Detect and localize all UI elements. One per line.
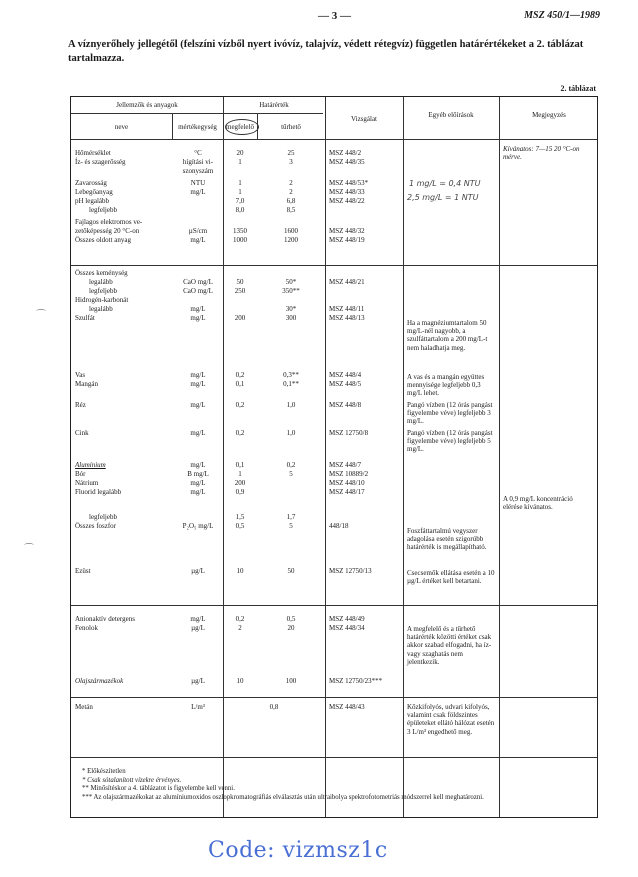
page-number: — 3 — xyxy=(318,10,351,22)
row-name: Összes keménység xyxy=(75,269,128,277)
row-unit: mg/L xyxy=(190,236,206,244)
row-name: Fluorid legalább xyxy=(75,488,122,496)
row-unit: mg/L xyxy=(190,380,206,388)
row-standard: MSZ 448/4 xyxy=(329,371,362,379)
remark-temperature: Kívánatos: 7—15 20 °C-on mérve. xyxy=(503,145,580,162)
note-copper: Pangó vízben (12 órás pangást figyelembe véve) legfeljebb 3 mg/L. xyxy=(407,401,493,426)
handwritten-note-1: 1 mg/L = 0,4 NTU xyxy=(409,179,481,188)
row-acceptable: 0,1 xyxy=(235,461,245,469)
row-standard: MSZ 448/11 xyxy=(329,305,365,313)
row-acceptable: 200 xyxy=(234,314,246,322)
row-acceptable: 0,9 xyxy=(235,488,245,496)
row-standard: MSZ 12750/13 xyxy=(329,567,372,575)
note-phenols: A megfelelő és a tűrhető határérték közötti értéket csak akkor szabad elfogadni, ha íz- vagy szaghatás nem jelentkezik. xyxy=(407,625,492,666)
header-test: Vizsgálat xyxy=(350,115,377,123)
row-tolerable: 2 xyxy=(289,188,293,196)
row-standard: MSZ 448/35 xyxy=(329,158,365,166)
row-unit: mg/L xyxy=(190,429,206,437)
row-acceptable: 20 xyxy=(236,149,244,157)
footnote-2: ** Minősítéskor a 4. táblázatot is figyelembe kell venni. xyxy=(82,785,235,793)
row-name: pH legalább xyxy=(75,197,110,205)
row-name: Fajlagos elektromos ve- xyxy=(75,218,143,226)
row-unit: CaO mg/L xyxy=(183,278,213,286)
standard-code: MSZ 450/1—1989 xyxy=(524,10,600,21)
row-unit: mg/L xyxy=(190,305,206,313)
row-standard: MSZ 12750/8 xyxy=(329,429,369,437)
row-standard: MSZ 448/2 xyxy=(329,149,362,157)
row-acceptable: 2 xyxy=(238,624,242,632)
row-standard: MSZ 448/53* xyxy=(329,179,369,187)
row-unit: mg/L xyxy=(190,479,206,487)
row-name: legfeljebb xyxy=(89,206,117,214)
row-name: legalább xyxy=(89,305,113,313)
row-unit: mg/L xyxy=(190,461,206,469)
row-name: Szulfát xyxy=(75,314,95,322)
row-name: Lebegőanyag xyxy=(75,188,113,196)
header-acceptable: megfelelő xyxy=(226,123,254,131)
row-standard: MSZ 10889/2 xyxy=(329,470,369,478)
row-name: Metán xyxy=(75,703,93,711)
row-name: legfeljebb xyxy=(89,287,117,295)
row-standard: MSZ 448/5 xyxy=(329,380,362,388)
row-standard: MSZ 448/13 xyxy=(329,314,365,322)
row-name: Hőmérséklet xyxy=(75,149,111,157)
row-tolerable: 25 xyxy=(287,149,295,157)
row-tolerable: 50* xyxy=(285,278,297,286)
row-unit: L/m³ xyxy=(191,703,205,711)
row-standard: MSZ 448/21 xyxy=(329,278,365,286)
row-name: Fenolok xyxy=(75,624,98,632)
row-tolerable: 1,7 xyxy=(286,513,296,521)
row-name: Alumínium xyxy=(75,461,106,469)
row-acceptable: 0,2 xyxy=(235,401,245,409)
table-label: 2. táblázat xyxy=(560,84,596,93)
row-standard: MSZ 448/7 xyxy=(329,461,362,469)
footnote-head: * Előkészítetlen xyxy=(82,768,126,775)
row-name: Anionaktív detergens xyxy=(75,615,135,623)
row-unit: µg/L xyxy=(191,567,205,575)
row-acceptable: 7,0 xyxy=(235,197,245,205)
row-acceptable: 0,1 xyxy=(235,380,245,388)
row-acceptable: 0,2 xyxy=(235,371,245,379)
row-name: Hidrogén-karbonát xyxy=(75,296,129,304)
note-silver: Csecsemők ellátása esetén a 10 µg/L értéket kell betartani. xyxy=(407,569,495,586)
row-acceptable: 10 xyxy=(236,567,244,575)
header-other: Egyéb előírások xyxy=(428,111,474,119)
header-limit: Határérték xyxy=(259,101,289,109)
row-standard: MSZ 448/43 xyxy=(329,703,365,711)
header-tolerable: tűrhető xyxy=(281,123,301,131)
row-acceptable: 0,8 xyxy=(269,703,279,711)
row-standard: MSZ 448/10 xyxy=(329,479,365,487)
row-acceptable: 250 xyxy=(234,287,246,295)
row-unit: mg/L xyxy=(190,188,206,196)
row-tolerable: 8,5 xyxy=(286,206,296,214)
note-zinc: Pangó vízben (12 órás pangást figyelembe véve) legfeljebb 5 mg/L. xyxy=(407,429,493,454)
row-name: Összes foszfor xyxy=(75,522,117,530)
row-tolerable: 1,0 xyxy=(286,401,296,409)
note-phosphorus: Foszfáttartalmú vegyszer adagolása esetén szigorúbb határérték is megállapítható. xyxy=(407,527,487,552)
row-acceptable: 1 xyxy=(238,158,242,166)
row-standard: MSZ 448/8 xyxy=(329,401,362,409)
row-tolerable: 5 xyxy=(289,522,293,530)
row-unit: P₂O₅ mg/L xyxy=(182,522,214,530)
row-tolerable: 1600 xyxy=(284,227,298,235)
handwritten-note-2: 2,5 mg/L = 1 NTU xyxy=(407,193,479,202)
margin-mark: ⌒ xyxy=(36,310,46,321)
note-sulfate: Ha a magnéziumtartalom 50 mg/L-nél nagyobb, a szulfáttartalom a 200 mg/L-t nem haladhatja meg. xyxy=(407,319,488,352)
row-standard: MSZ 448/33 xyxy=(329,188,365,196)
row-name: Nátrium xyxy=(75,479,99,487)
row-name: Összes oldott anyag xyxy=(75,236,131,244)
row-tolerable: 100 xyxy=(285,677,297,685)
row-name: Mangán xyxy=(75,380,98,388)
margin-mark: ⌒ xyxy=(24,544,34,555)
header-remark: Megjegyzés xyxy=(532,111,566,119)
row-name: zetőképesség 20 °C-on xyxy=(75,227,140,235)
row-acceptable: 0,2 xyxy=(235,615,245,623)
row-unit: mg/L xyxy=(190,314,206,322)
row-acceptable: 10 xyxy=(236,677,244,685)
row-tolerable: 2 xyxy=(289,179,293,187)
row-tolerable: 6,8 xyxy=(286,197,296,205)
row-acceptable: 50 xyxy=(236,278,244,286)
row-name: legfeljebb xyxy=(89,513,117,521)
row-name: Bór xyxy=(75,470,86,478)
row-tolerable: 0,3** xyxy=(283,371,299,379)
row-name: Íz- és szagerősség xyxy=(75,158,126,166)
row-unit: µg/L xyxy=(191,677,205,685)
handwritten-circle xyxy=(225,119,259,135)
header-name: neve xyxy=(114,123,129,131)
note-iron-manganese: A vas és a mangán együttes mennyisége legfeljebb 0,3 mg/L lehet. xyxy=(407,373,485,398)
row-standard: MSZ 448/17 xyxy=(329,488,365,496)
row-tolerable: 20 xyxy=(287,624,295,632)
row-acceptable: 0,5 xyxy=(235,522,245,530)
row-tolerable: 50 xyxy=(287,567,295,575)
row-unit: µS/cm xyxy=(188,227,208,235)
header-characteristics: Jellemzők és anyagok xyxy=(116,101,178,109)
row-name: Olajszármazékok xyxy=(75,677,124,685)
remark-sodium: A 0,9 mg/L koncentráció elérése kívánatos. xyxy=(503,495,573,512)
row-acceptable: 0,2 xyxy=(235,429,245,437)
footnote-3: *** Az olajszármazékokat az alumíniumoxidos oszlopkromatográfiás elválasztás után ultraibolya spektrofotometriás módszerrel kell meghatározni. xyxy=(82,793,484,801)
row-standard: MSZ 448/22 xyxy=(329,197,365,205)
row-unit: mg/L xyxy=(190,401,206,409)
limits-table xyxy=(70,96,598,818)
header-unit: mértékegység xyxy=(178,123,217,131)
row-unit: B mg/L xyxy=(187,470,209,478)
row-acceptable: 1000 xyxy=(233,236,247,244)
row-acceptable: 8,0 xyxy=(235,206,245,214)
row-unit: mg/L xyxy=(190,371,206,379)
row-unit: CaO mg/L xyxy=(183,287,213,295)
note-methane: Kőzkifolyós, udvari kifolyós, valamint csak földszintes épületeket ellátó hálózat esetén 3 L/m³ engedhető meg. xyxy=(407,703,495,736)
row-unit: NTU xyxy=(190,179,206,187)
footnote-1: * Csak sótalanított vízekre érvényes. xyxy=(82,776,182,784)
row-unit: hígítási vi- xyxy=(182,158,214,166)
row-tolerable: 0,1** xyxy=(283,380,299,388)
row-unit: µg/L xyxy=(191,624,205,632)
row-acceptable: 1 xyxy=(238,179,242,187)
row-unit: mg/L xyxy=(190,615,206,623)
row-tolerable: 350** xyxy=(282,287,300,295)
document-code: Code: vizmsz1c xyxy=(208,838,388,863)
row-name: Cink xyxy=(75,429,89,437)
row-name: legalább xyxy=(89,278,113,286)
row-tolerable: 30* xyxy=(285,305,297,313)
row-unit: °C xyxy=(194,149,202,157)
row-acceptable: 1,5 xyxy=(235,513,245,521)
intro-paragraph: A víznyerőhely jellegétől (felszíni vízből nyert ivóvíz, talajvíz, védett rétegvíz) független határértékeket a 2. táblázat tartalmazza. xyxy=(68,39,584,64)
row-tolerable: 1200 xyxy=(284,236,298,244)
footnotes xyxy=(82,768,602,802)
row-acceptable: 200 xyxy=(234,479,246,487)
row-tolerable: 3 xyxy=(289,158,293,166)
row-acceptable: 1350 xyxy=(233,227,247,235)
row-name: Réz xyxy=(75,401,86,409)
row-acceptable: 1 xyxy=(238,470,242,478)
row-standard: MSZ 12750/23*** xyxy=(329,677,383,685)
row-standard: MSZ 448/34 xyxy=(329,624,365,632)
row-standard: MSZ 448/49 xyxy=(329,615,365,623)
row-tolerable: 0,5 xyxy=(286,615,296,623)
row-name: Zavarosság xyxy=(75,179,107,187)
row-name: Vas xyxy=(75,371,86,379)
row-standard: MSZ 448/32 xyxy=(329,227,365,235)
row-tolerable: 1,0 xyxy=(286,429,296,437)
row-name: Ezüst xyxy=(75,567,91,575)
row-unit: szonyszám xyxy=(182,167,214,175)
row-standard: MSZ 448/19 xyxy=(329,236,365,244)
row-acceptable: 1 xyxy=(238,188,242,196)
row-unit: mg/L xyxy=(190,488,206,496)
row-standard: 448/18 xyxy=(329,522,349,530)
row-tolerable: 300 xyxy=(285,314,297,322)
row-tolerable: 5 xyxy=(289,470,293,478)
row-tolerable: 0,2 xyxy=(286,461,296,469)
